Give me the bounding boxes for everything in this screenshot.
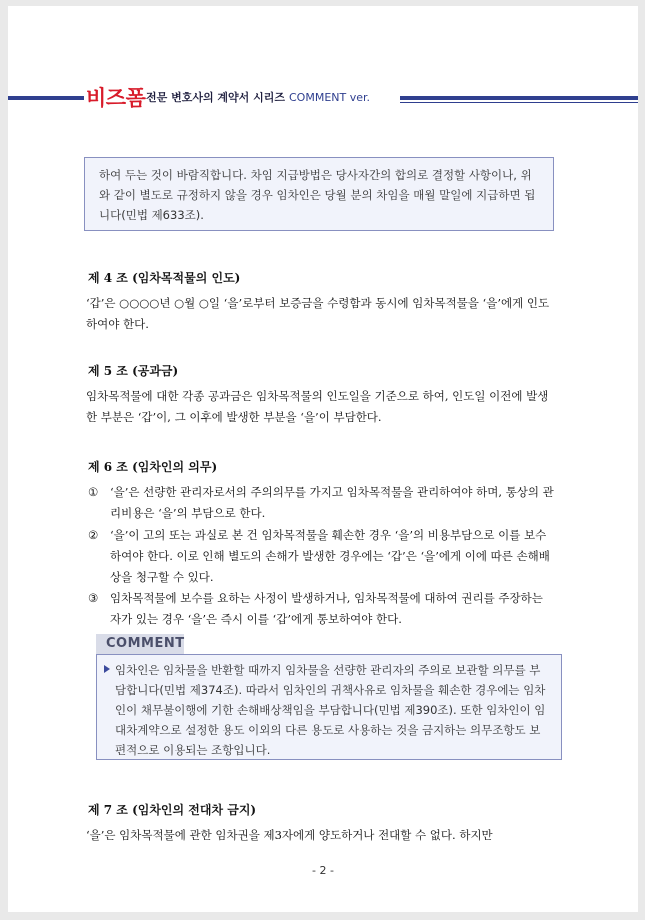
page-number: - 2 - [312,864,334,877]
item-marker: ② [88,528,99,542]
comment-text: 임차인은 임차물을 반환할 때까지 임차물을 선량한 관리자의 주의로 보관할 의무를 부담합니다(민법 제374조). 따라서 임차인의 귀책사유로 임차물을 훼손한 경우에는 임차인이 채무불이행에 기한 손해배상책임을 부담합니다(민법 제390조). 또한 임차인이 임대차계약으로 설정한 용도 이외의 다른 용도로 사용하는 것을 금지하는 의무조항도 보편적으로 이용되는 조항입니다. [115,663,546,757]
comment-box [96,654,562,760]
top-note-box: 하여 두는 것이 바람직합니다. 차임 지급방법은 당사자간의 합의로 결정할 사항이나, 위와 같이 별도로 규정하지 않을 경우 임차인은 당월 분의 차임을 매월 말일에 지급하면 됩니다(민법 제633조). [84,157,554,231]
article-6-item-3 [88,588,554,630]
article-6-item-2 [88,525,554,588]
comment-label-strip [96,634,562,654]
brand-logo: 비즈폼 [86,86,146,110]
item-text: ‘을’은 선량한 관리자로서의 주의의무를 가지고 임차목적물을 관리하여야 하며, 통상의 관리비용은 ‘을’의 부담으로 한다. [110,485,554,520]
header-rule-left [8,96,84,100]
document-page [8,6,638,912]
article-6-item-1 [88,482,554,524]
item-marker: ③ [88,591,99,605]
article-7-title: 제 7 조 (임차인의 전대차 금지) [88,803,257,817]
series-title-text: 전문 변호사의 계약서 시리즈 [146,91,285,104]
header-rule-right [400,96,638,100]
comment-label: COMMENT [106,636,185,651]
series-title [146,89,370,105]
article-5-body: 임차목적물에 대한 각종 공과금은 임차목적물의 인도일을 기준으로 하여, 인도일 이전에 발생한 부분은 ‘갑’이, 그 이후에 발생한 부분을 ‘을’이 부담한다. [86,389,549,424]
article-7-body: ‘을’은 임차목적물에 관한 임차권을 제3자에게 양도하거나 전대할 수 없다. 하지만 [86,828,493,842]
item-marker: ① [88,485,99,499]
article-6-title: 제 6 조 (임차인의 의무) [88,460,218,474]
triangle-bullet-icon [104,665,110,673]
item-text: 임차목적물에 보수를 요하는 사정이 발생하거나, 임차목적물에 대하여 권리를 주장하는 자가 있는 경우 ‘을’은 즉시 이를 ‘갑’에게 통보하여야 한다. [110,591,543,626]
article-5-title: 제 5 조 (공과금) [88,364,179,378]
article-4-body: ‘갑’은 ○○○○년 ○월 ○일 ‘을’로부터 보증금을 수령함과 동시에 임차목적물을 ‘을’에게 인도하여야 한다. [86,296,550,331]
item-text: ‘을’이 고의 또는 과실로 본 건 임차목적물을 훼손한 경우 ‘을’의 비용부담으로 이를 보수하여야 한다. 이로 인해 별도의 손해가 발생한 경우에는 ‘갑’은 ‘을’에게 이에 따른 손해배상을 청구할 수 있다. [110,528,550,584]
series-version: COMMENT ver. [289,91,371,104]
header-rule-right-thin [400,102,638,103]
page-header [8,82,638,110]
article-4-title: 제 4 조 (임차목적물의 인도) [88,271,241,285]
